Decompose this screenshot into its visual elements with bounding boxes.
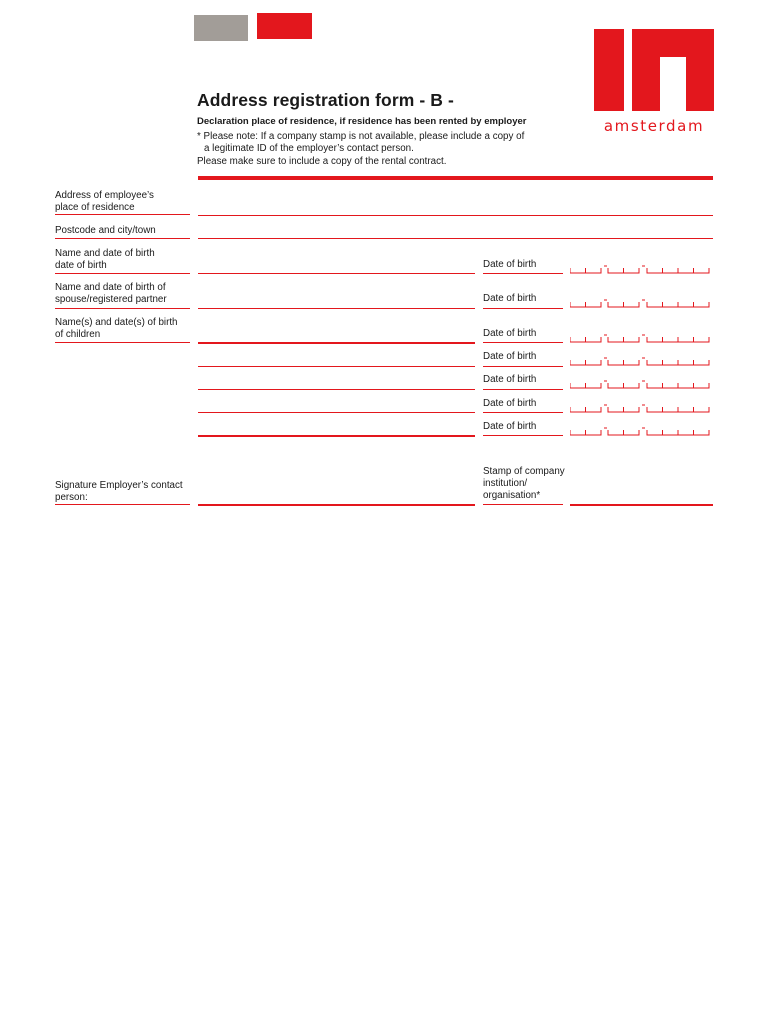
- spouse-date-of-birth-input[interactable]: [570, 298, 710, 308]
- amsterdam-logo: [594, 29, 714, 137]
- date-digit-boxes: [608, 337, 639, 342]
- address-input-line[interactable]: [198, 215, 713, 216]
- signature-input-line[interactable]: [198, 504, 475, 506]
- date-box-group: [570, 333, 710, 343]
- signature-label: [55, 480, 190, 504]
- child-3-date-label: Date of birth: [483, 374, 537, 385]
- spouse-name-input-line[interactable]: [198, 308, 475, 309]
- child-3-name-input-line[interactable]: [198, 389, 475, 390]
- child-2-date-label: Date of birth: [483, 351, 537, 362]
- spouse-date-label-rule: [483, 308, 563, 309]
- signature-label-line-2: person:: [55, 491, 88, 503]
- date-box-group: [570, 426, 710, 436]
- child-3-date-label-rule: [483, 389, 563, 390]
- form-subtitle: Declaration place of residence, if residence has been rented by employer: [197, 116, 527, 127]
- date-digit-boxes: [608, 302, 639, 307]
- child-5-name-input-line[interactable]: [198, 435, 475, 437]
- date-digit-boxes: [647, 268, 709, 273]
- children-label: [55, 317, 190, 341]
- name-input-line[interactable]: [198, 273, 475, 274]
- form-note: [197, 131, 577, 168]
- address-label-line-1: Address of employee’s: [55, 190, 154, 201]
- stamp-label: [483, 466, 573, 502]
- postcode-label-rule: [55, 238, 190, 239]
- date-digit-boxes: [647, 407, 709, 412]
- date-digit-boxes: [570, 383, 601, 388]
- name-dob-label-rule: [55, 273, 190, 274]
- child-1-date-of-birth-input[interactable]: [570, 333, 710, 343]
- child-1-date-label: Date of birth: [483, 328, 537, 339]
- child-4-date-label-rule: [483, 412, 563, 413]
- date-digit-boxes: [647, 360, 709, 365]
- children-label-rule: [55, 342, 190, 343]
- name-dob-date-label-rule: [483, 273, 563, 274]
- note-line-1: * Please note: If a company stamp is not available, please include a copy of: [197, 131, 525, 142]
- child-1-date-label-rule: [483, 342, 563, 343]
- child-3-date-of-birth-input[interactable]: [570, 379, 710, 389]
- date-digit-boxes: [570, 268, 601, 273]
- note-line-2: a legitimate ID of the employer’s contact person.: [204, 143, 414, 155]
- child-2-date-label-rule: [483, 366, 563, 367]
- address-label: [55, 190, 190, 214]
- child-2-date-of-birth-input[interactable]: [570, 356, 710, 366]
- date-digit-boxes: [570, 430, 601, 435]
- date-box-group: [570, 264, 710, 274]
- children-label-line-1: Name(s) and date(s) of birth: [55, 317, 178, 328]
- header-divider: [198, 176, 713, 180]
- date-digit-boxes: [608, 383, 639, 388]
- name-dob-date-label: Date of birth: [483, 259, 537, 270]
- postcode-input-line[interactable]: [198, 238, 713, 239]
- signature-label-line-1: Signature Employer’s contact: [55, 480, 183, 491]
- spouse-label: [55, 282, 190, 306]
- grey-color-swatch: [194, 15, 248, 41]
- spouse-label-line-1: Name and date of birth of: [55, 282, 166, 293]
- child-2-name-input-line[interactable]: [198, 366, 475, 367]
- date-digit-boxes: [608, 407, 639, 412]
- spouse-label-rule: [55, 308, 190, 309]
- red-color-swatch: [257, 13, 312, 39]
- name-date-of-birth-input[interactable]: [570, 264, 710, 274]
- date-digit-boxes: [608, 430, 639, 435]
- date-digit-boxes: [570, 407, 601, 412]
- child-5-date-of-birth-input[interactable]: [570, 426, 710, 436]
- signature-label-rule: [55, 504, 190, 505]
- date-box-group: [570, 298, 710, 308]
- address-label-line-2: place of residence: [55, 201, 135, 213]
- note-line-3: Please make sure to include a copy of the rental contract.: [197, 155, 447, 167]
- stamp-label-rule: [483, 504, 563, 505]
- child-5-date-label-rule: [483, 435, 563, 436]
- child-4-date-label: Date of birth: [483, 398, 537, 409]
- amsterdam-logo-mark: [594, 29, 714, 111]
- date-digit-boxes: [647, 383, 709, 388]
- stamp-label-line-1: Stamp of company: [483, 466, 565, 477]
- form-title: Address registration form - B -: [197, 90, 454, 110]
- stamp-label-line-3: organisation*: [483, 490, 541, 501]
- date-digit-boxes: [647, 302, 709, 307]
- spouse-label-line-2: spouse/registered partner: [55, 293, 167, 305]
- child-4-date-of-birth-input[interactable]: [570, 403, 710, 413]
- logo-text: amsterdam: [603, 117, 705, 135]
- child-1-name-input-line[interactable]: [198, 342, 475, 344]
- date-digit-boxes: [570, 302, 601, 307]
- child-4-name-input-line[interactable]: [198, 412, 475, 413]
- children-label-line-2: of children: [55, 328, 101, 340]
- name-dob-label-line-2: date of birth: [55, 259, 107, 271]
- date-box-group: [570, 356, 710, 366]
- stamp-label-line-2: institution/: [483, 478, 528, 489]
- address-label-rule: [55, 214, 190, 215]
- date-digit-boxes: [647, 430, 709, 435]
- date-digit-boxes: [647, 337, 709, 342]
- date-digit-boxes: [608, 360, 639, 365]
- date-digit-boxes: [570, 360, 601, 365]
- date-box-group: [570, 379, 710, 389]
- date-digit-boxes: [570, 337, 601, 342]
- name-dob-label: [55, 248, 190, 272]
- date-digit-boxes: [608, 268, 639, 273]
- stamp-input-line[interactable]: [570, 504, 713, 506]
- child-5-date-label: Date of birth: [483, 421, 537, 432]
- postcode-label: Postcode and city/town: [55, 225, 156, 236]
- name-dob-label-line-1: Name and date of birth: [55, 248, 155, 259]
- spouse-date-label: Date of birth: [483, 293, 537, 304]
- date-box-group: [570, 403, 710, 413]
